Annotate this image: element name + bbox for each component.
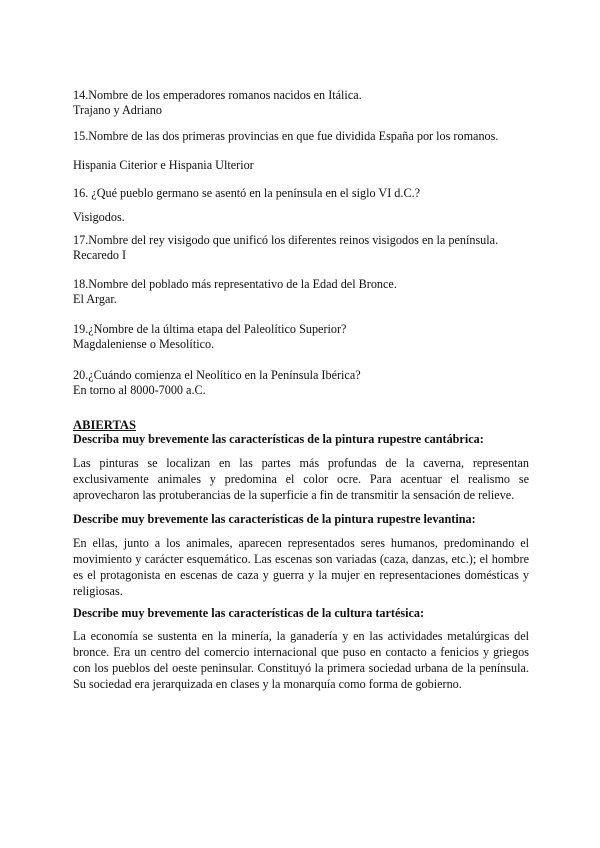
question-text: 14.Nombre de los emperadores romanos nacidos en Itálica. [73, 88, 362, 102]
question-20 [73, 368, 533, 398]
question-text: 15.Nombre de las dos primeras provincias en que fue dividida España por los romanos. [73, 129, 499, 143]
question-17 [73, 233, 533, 263]
open-question-heading: Describe muy brevemente las características de la pintura rupestre levantina: [73, 512, 476, 526]
question-text: 16. ¿Qué pueblo germano se asentó en la península en el siglo VI d.C.? [73, 186, 421, 200]
question-15 [73, 129, 533, 173]
question-text: 17.Nombre del rey visigodo que unificó los diferentes reinos visigodos en la península. [73, 233, 499, 247]
answer-text: En torno al 8000-7000 a.C. [73, 383, 206, 397]
question-19 [73, 322, 533, 352]
answer-text: Trajano y Adriano [73, 103, 162, 117]
open-question-answer: Las pinturas se localizan en las partes más profundas de la caverna, representan exclusivamente animales y predomina el color ocre. Para acentuar el realismo se aprovecharon las protuberancias de la superficie a fin de transmitir la sensación de relieve. [73, 456, 529, 502]
open-question-answer: La economía se sustenta en la minería, la ganadería y en las actividades metalúrgicas del bronce. Era un centro del comercio internacional que puso en contacto a fenicios y griegos con los pueblos del oeste peninsular. Constituyó la primera sociedad urbana de la península. Su sociedad era jerarquizada en clases y la monarquía como forma de gobierno. [73, 629, 529, 691]
answer-text: El Argar. [73, 292, 117, 306]
answer-text: Hispania Citerior e Hispania Ulterior [73, 158, 254, 172]
answer-text: Recaredo I [73, 248, 127, 262]
section-title: ABIERTAS [73, 418, 137, 432]
open-question-heading: Describe muy brevemente las características de la cultura tartésica: [73, 606, 425, 620]
answer-text: Visigodos. [73, 210, 125, 224]
question-16 [73, 186, 533, 225]
question-18 [73, 277, 533, 307]
answer-text: Magdaleniense o Mesolítico. [73, 337, 215, 351]
question-text: 18.Nombre del poblado más representativo de la Edad del Bronce. [73, 277, 397, 291]
question-14 [73, 88, 533, 118]
question-text: 20.¿Cuándo comienza el Neolítico en la Península Ibérica? [73, 368, 361, 382]
open-question-answer: En ellas, junto a los animales, aparecen representados seres humanos, predominando el movimiento y carácter esquemático. Las escenas son variadas (caza, danzas, etc.); el hombre es el protagonista en escenas de caza y guerra y la mujer en representaciones domésticas y religiosas. [73, 536, 529, 598]
question-text: 19.¿Nombre de la última etapa del Paleolítico Superior? [73, 322, 347, 336]
open-question-heading: Describa muy brevemente las características de la pintura rupestre cantábrica: [73, 432, 484, 446]
